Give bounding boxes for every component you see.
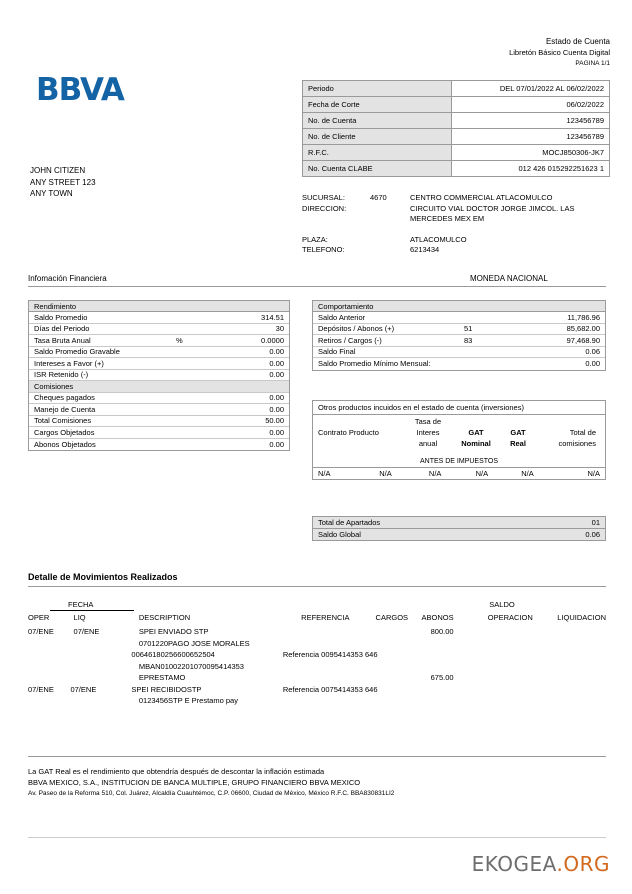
- col-descripcion: DESCRIPTION: [138, 613, 191, 622]
- account-field-value: 123456789: [452, 113, 610, 129]
- row-mid: %: [176, 335, 183, 345]
- table-row: [28, 626, 606, 638]
- col-saldo-operacion: OPERACION: [487, 613, 533, 622]
- row-value: 0.00: [269, 393, 284, 403]
- cell-saldo: [454, 626, 533, 638]
- cell-liquidacion: [533, 661, 606, 673]
- sucursal-label: SUCURSAL:: [302, 193, 345, 202]
- cell-referencia: [301, 661, 364, 673]
- otros-na-6: N/A: [587, 469, 600, 478]
- cell-abonos: [421, 649, 463, 661]
- customer-address: [30, 165, 96, 200]
- row-value: 0.00: [269, 347, 284, 357]
- row-count: 83: [464, 335, 473, 345]
- bbva-logo-text: BBVA: [36, 72, 124, 108]
- footer-line-3: Av. Paseo de la Reforma 510, Col. Juárez, Alcaldía Cuauhtémoc, C.P. 06600, Ciudad de México, México R.F.C. BBA830831LI2: [28, 790, 395, 797]
- cell-descripcion: 00646180256600652504: [131, 650, 215, 659]
- sucursal-name: CENTRO COMMERCIAL ATLACOMULCO: [410, 193, 553, 202]
- table-row: [29, 312, 289, 324]
- document-title: Estado de Cuenta: [545, 37, 610, 46]
- account-field-value: 06/02/2022: [452, 97, 610, 113]
- branch-direccion-row: [302, 204, 622, 215]
- cell-referencia: [301, 695, 364, 707]
- row-value: 0.00: [585, 359, 600, 369]
- cell-cargos: [365, 661, 409, 673]
- cell-liquidacion: [538, 684, 606, 696]
- table-row: [303, 113, 610, 129]
- branch-telefono-row: [302, 245, 622, 256]
- cell-liq: [74, 695, 139, 707]
- table-row: [313, 517, 605, 529]
- row-value: 0.00: [269, 439, 284, 449]
- otros-na-5: N/A: [521, 469, 534, 478]
- row-label: Tasa Bruta Anual: [34, 335, 91, 345]
- cell-oper: [28, 661, 74, 673]
- financial-divider: [28, 286, 606, 287]
- cell-liq: [74, 672, 139, 684]
- otros-col-gat-nominal-spacer: [454, 417, 498, 426]
- row-value: 0.00: [269, 404, 284, 414]
- document-header: [509, 36, 610, 69]
- cell-liq: [74, 661, 139, 673]
- cell-oper: 07/ENE: [28, 627, 54, 636]
- cell-saldo: [454, 672, 533, 684]
- table-row: [303, 81, 610, 97]
- cell-oper: [28, 649, 70, 661]
- account-field-label: R.F.C.: [303, 145, 452, 161]
- table-row: [303, 97, 610, 113]
- otros-col-gat-real-spacer: [498, 417, 538, 426]
- rendimiento-header: Rendimiento: [29, 301, 289, 312]
- telefono-value: 6213434: [410, 245, 440, 254]
- comportamiento-panel: [312, 300, 606, 371]
- cell-abonos: 800.00: [430, 627, 454, 636]
- table-row: [28, 661, 606, 673]
- row-label: Manejo de Cuenta: [34, 404, 96, 414]
- cell-liquidacion: [538, 649, 606, 661]
- table-row: [29, 393, 289, 405]
- otros-col-tasa-l3: anual: [418, 439, 438, 448]
- watermark-divider: [28, 837, 606, 838]
- watermark-suffix: .ORG: [556, 852, 610, 876]
- table-row: [313, 335, 605, 347]
- cell-liquidacion: [533, 626, 606, 638]
- account-field-label: Periodo: [303, 81, 452, 97]
- row-label: Saldo Global: [318, 529, 361, 539]
- cell-saldo: [454, 695, 533, 707]
- cell-descripcion: 0701220PAGO JOSE MORALES: [138, 638, 250, 648]
- cell-oper: [28, 672, 74, 684]
- cell-referencia: Referencia 0095414353 646: [282, 650, 378, 659]
- row-label: Total de Apartados: [318, 517, 381, 527]
- account-field-value: MOCJ850306-JK7: [452, 145, 610, 161]
- cell-oper: [28, 638, 74, 650]
- plaza-value: ATLACOMULCO: [410, 234, 467, 244]
- cell-descripcion: MBAN01002201070095414353: [138, 661, 244, 671]
- cell-referencia: Referencia 0075414353 646: [282, 684, 378, 694]
- row-value: 01: [591, 517, 600, 527]
- row-label: Depósitos / Abonos (+): [318, 324, 395, 334]
- account-field-value: 012 426 015292251623 1: [452, 161, 610, 177]
- direccion-line-1: CIRCUITO VIAL DOCTOR JORGE JIMCOL. LAS: [410, 203, 575, 213]
- account-info-table: [302, 80, 610, 177]
- cell-saldo: [464, 684, 538, 696]
- cell-referencia: [301, 626, 364, 638]
- table-row: [313, 347, 605, 359]
- table-row: [303, 129, 610, 145]
- cell-liquidacion: [533, 672, 606, 684]
- cell-liquidacion: [533, 638, 606, 650]
- row-label: Intereses a Favor (+): [34, 358, 104, 368]
- col-abonos: ABONOS: [421, 613, 454, 622]
- watermark-text: EKOGEA: [471, 852, 557, 876]
- table-row: [28, 684, 606, 696]
- branch-info: [302, 193, 622, 256]
- row-label: Abonos Objetados: [34, 439, 96, 449]
- table-row: [29, 370, 289, 382]
- totales-rows: [313, 517, 605, 540]
- cell-cargos: [365, 672, 409, 684]
- movimientos-body: [28, 626, 606, 707]
- cell-abonos: 675.00: [430, 673, 454, 682]
- row-label: Días del Periodo: [34, 324, 90, 334]
- row-value: 0.06: [585, 529, 600, 539]
- cell-abonos: [408, 661, 454, 673]
- account-field-label: No. de Cliente: [303, 129, 452, 145]
- totales-panel: [312, 516, 606, 541]
- cell-saldo: [454, 661, 533, 673]
- cell-liq: [70, 649, 131, 661]
- row-label: Saldo Promedio Gravable: [34, 347, 120, 357]
- otros-col-contrato: [318, 417, 402, 426]
- row-count: 51: [464, 324, 473, 334]
- otros-columns-header: [313, 415, 605, 426]
- table-row: [28, 695, 606, 707]
- otros-col-contrato-spacer: [318, 439, 402, 448]
- row-value: 11,786.96: [567, 312, 600, 322]
- cell-liq: 07/ENE: [70, 684, 97, 694]
- saldo-group-label: SALDO: [489, 600, 515, 609]
- watermark: [472, 852, 610, 876]
- bbva-logo: [36, 72, 124, 108]
- otros-na-4: N/A: [475, 469, 489, 478]
- cell-abonos: [408, 695, 454, 707]
- direccion-label-spacer: [302, 214, 370, 225]
- customer-name: JOHN CITIZEN: [30, 166, 86, 175]
- cell-cargos: [365, 626, 409, 638]
- otros-columns-header-2: [313, 426, 605, 437]
- rendimiento-panel: [28, 300, 290, 451]
- otros-col-gat-real-l2: Real: [510, 439, 526, 448]
- table-row: [29, 358, 289, 370]
- table-row: [28, 638, 606, 650]
- row-label: ISR Retenido (-): [34, 370, 89, 380]
- row-label: Cheques pagados: [34, 393, 95, 403]
- table-row: [313, 324, 605, 336]
- row-value: 50.00: [265, 416, 284, 426]
- row-value: 30: [275, 324, 284, 334]
- table-row: [313, 312, 605, 324]
- account-field-value: DEL 07/01/2022 AL 06/02/2022: [452, 81, 610, 97]
- row-value: 0.00: [269, 427, 284, 437]
- branch-plaza-row: [302, 235, 622, 246]
- otros-na-3: N/A: [428, 469, 442, 478]
- otros-na-1: N/A: [318, 469, 331, 478]
- plaza-label: PLAZA:: [302, 234, 328, 244]
- cell-referencia: [301, 638, 364, 650]
- cell-oper: [28, 695, 74, 707]
- product-name: Libretón Básico Cuenta Digital: [509, 48, 610, 57]
- movimientos-title: Detalle de Movimientos Realizados: [28, 572, 178, 582]
- row-value: 0.0000: [261, 335, 284, 345]
- direccion-spacer: [370, 204, 410, 215]
- table-row: [303, 145, 610, 161]
- currency-label: MONEDA NACIONAL: [470, 274, 548, 283]
- col-referencia: REFERENCIA: [301, 613, 350, 622]
- branch-sucursal-row: [302, 193, 622, 204]
- cell-descripcion: 0123456STP E Prestamo pay: [138, 696, 238, 705]
- row-value: 314.51: [261, 312, 284, 322]
- movimientos-divider: [28, 586, 606, 587]
- cell-saldo: [464, 649, 538, 661]
- customer-city: ANY TOWN: [30, 189, 73, 198]
- telefono-spacer: [370, 245, 410, 256]
- cell-saldo: [454, 638, 533, 650]
- cell-liq: [74, 638, 139, 650]
- table-row: [313, 358, 605, 370]
- rendimiento-rows: [29, 312, 289, 450]
- row-label: Saldo Promedio Mínimo Mensual:: [318, 359, 431, 369]
- footer-legal: [28, 766, 606, 799]
- row-value: 0.00: [269, 358, 284, 368]
- fecha-group-label: FECHA: [68, 600, 94, 609]
- otros-columns-header-3: [313, 437, 605, 448]
- otros-col-gat-nominal-l2: Nominal: [461, 439, 491, 448]
- table-row: [28, 672, 606, 684]
- comportamiento-rows: [313, 312, 605, 370]
- financial-section-title: Infomación Financiera: [28, 274, 107, 283]
- cell-cargos: [365, 638, 409, 650]
- footer-divider: [28, 756, 606, 757]
- comportamiento-header: Comportamiento: [313, 301, 605, 312]
- branch-direccion-row-2: [302, 214, 622, 225]
- cell-liq: 07/ENE: [73, 627, 100, 636]
- cell-liquidacion: [533, 695, 606, 707]
- account-field-value: 123456789: [452, 129, 610, 145]
- row-value: 0.06: [585, 347, 600, 357]
- footer-line-1: La GAT Real es el rendimiento que obtendría después de descontar la inflación estimada: [28, 767, 325, 776]
- row-label: Saldo Final: [318, 347, 356, 357]
- row-label: Total Comisiones: [34, 416, 92, 426]
- table-row: [28, 649, 606, 661]
- table-row: [29, 335, 289, 347]
- col-cargos: CARGOS: [375, 613, 409, 622]
- table-row: [29, 416, 289, 428]
- row-label: Retiros / Cargos (-): [318, 335, 382, 345]
- otros-productos-panel: [312, 400, 606, 480]
- branch-gap: [302, 225, 622, 235]
- col-liq: LIQ: [73, 613, 86, 622]
- antes-impuestos-label: ANTES DE IMPUESTOS: [419, 458, 499, 465]
- cell-descripcion: EPRESTAMO: [138, 673, 186, 682]
- row-value: 0.00: [269, 370, 284, 380]
- table-row: [29, 347, 289, 359]
- otros-na-2: N/A: [379, 469, 392, 478]
- sucursal-number: 4670: [370, 193, 387, 202]
- table-row: [29, 439, 289, 451]
- customer-street: ANY STREET 123: [30, 177, 96, 187]
- table-row: [303, 161, 610, 177]
- otros-col-contrato-label: Contrato Producto: [318, 428, 379, 437]
- comisiones-header: [29, 381, 289, 393]
- footer-line-2: BBVA MEXICO, S.A., INSTITUCION DE BANCA MULTIPLE, GRUPO FINANCIERO BBVA MEXICO: [28, 778, 361, 787]
- row-value: 85,682.00: [566, 324, 600, 334]
- direccion-label: DIRECCION:: [302, 203, 347, 213]
- otros-col-gat-real-l1: GAT: [510, 428, 526, 437]
- cell-descripcion: SPEI RECIBIDOSTP: [131, 684, 202, 694]
- col-liquidacion: LIQUIDACION: [557, 613, 606, 622]
- cell-abonos: [408, 638, 454, 650]
- direccion-line-2: MERCEDES MEX EM: [410, 214, 485, 223]
- movimientos-header-row: [28, 613, 606, 622]
- table-row: [29, 404, 289, 416]
- row-label: Saldo Promedio: [34, 312, 88, 322]
- table-row: [313, 529, 605, 541]
- otros-productos-header: Otros productos incuidos en el estado de cuenta (inversiones): [313, 401, 605, 415]
- otros-col-total-spacer: [538, 417, 596, 426]
- fecha-underline: [50, 610, 134, 611]
- otros-col-gat-nominal-l1: GAT: [468, 428, 484, 437]
- otros-col-total-l2: comisiones: [558, 439, 596, 448]
- account-field-label: No. de Cuenta: [303, 113, 452, 129]
- cell-referencia: [301, 672, 364, 684]
- row-label: Cargos Objetados: [34, 427, 95, 437]
- col-oper: OPER: [28, 613, 50, 622]
- account-field-label: No. Cuenta CLABE: [303, 161, 452, 177]
- table-row: [313, 467, 605, 479]
- row-label: Saldo Anterior: [318, 312, 366, 322]
- cell-abonos: [421, 684, 463, 696]
- telefono-label: TELEFONO:: [302, 245, 345, 254]
- table-row: [29, 427, 289, 439]
- comisiones-header-label: Comisiones: [34, 381, 74, 391]
- otros-col-total-l1: Total de: [569, 428, 596, 437]
- page-number: PAGINA 1/1: [575, 60, 610, 67]
- cell-descripcion: SPEI ENVIADO STP: [138, 627, 209, 636]
- plaza-spacer: [370, 235, 410, 246]
- direccion-spacer-2: [370, 214, 410, 225]
- table-row: [29, 324, 289, 336]
- otros-col-tasa-l2: Interes: [416, 428, 440, 437]
- account-field-label: Fecha de Corte: [303, 97, 452, 113]
- cell-cargos: [365, 695, 409, 707]
- otros-col-tasa: Tasa de: [414, 417, 442, 426]
- cell-oper: 07/ENE: [28, 684, 54, 694]
- row-value: 97,468.90: [566, 335, 600, 345]
